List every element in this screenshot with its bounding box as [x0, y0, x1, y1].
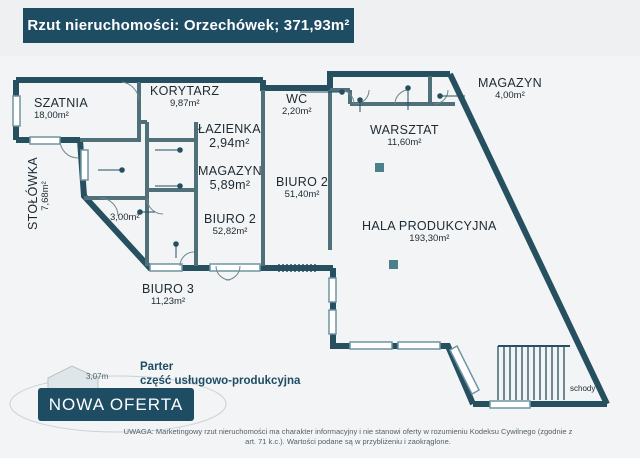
room-lazienka	[198, 122, 261, 150]
room-small	[110, 212, 140, 223]
caption-line-1: Parter	[140, 361, 174, 373]
room-stolowka	[26, 156, 51, 230]
room-name: WC	[286, 92, 308, 106]
caption-line-2: część usługowo-produkcyjna	[140, 375, 301, 387]
room-area: 18,00m²	[34, 110, 69, 121]
room-area: 3,00m²	[110, 212, 140, 223]
new-offer-badge: NOWA OFERTA	[38, 388, 194, 421]
room-warsztat	[370, 123, 439, 148]
room-area: 2,20m²	[282, 106, 312, 117]
room-name: HALA PRODUKCYJNA	[362, 219, 497, 233]
room-name: SZATNIA	[34, 96, 88, 110]
room-magazyn-small	[198, 164, 262, 192]
room-name: ŁAZIENKA	[198, 122, 261, 136]
room-name: STOŁÓWKA	[26, 156, 40, 230]
room-area: 9,87m²	[170, 98, 200, 109]
room-hala	[362, 219, 497, 244]
room-area: 51,40m²	[284, 189, 320, 200]
room-wc	[282, 92, 312, 117]
stairs	[498, 346, 570, 400]
room-name: WARSZTAT	[370, 123, 439, 137]
room-area: 5,89m²	[209, 178, 251, 192]
room-magazyn-top	[478, 76, 542, 101]
room-name: MAGAZYN	[198, 164, 262, 178]
room-biuro2-left	[204, 212, 256, 237]
room-area: 4,00m²	[495, 90, 525, 101]
room-korytarz	[150, 84, 219, 109]
exterior-walls	[16, 74, 607, 404]
room-area: 193,30m²	[409, 233, 450, 244]
page-title: Rzut nieruchomości: Orzechówek; 371,93m²	[23, 8, 354, 43]
room-name: BIURO 3	[142, 282, 195, 296]
room-name: MAGAZYN	[478, 76, 542, 90]
room-name: KORYTARZ	[150, 84, 220, 98]
room-area: 52,82m²	[212, 226, 248, 237]
room-biuro2-mid	[276, 175, 328, 200]
columns	[375, 163, 398, 269]
disclaimer: UWAGA: Marketingowy rzut nieruchomości ma charakter informacyjny i nie stanowi oferty w rozumieniu Kodeksu Cywilnego (zgodnie z art. 71 k.c.). Wartości podane są w przybliżeniu i zaokrąglone.	[123, 427, 573, 446]
room-szatnia	[34, 96, 88, 121]
room-area: 11,60m²	[387, 137, 422, 148]
room-area: 2,94m²	[209, 136, 250, 150]
room-name: BIURO 2	[204, 212, 257, 226]
room-biuro3	[142, 282, 194, 307]
stairs-label: schody	[570, 384, 596, 393]
room-area: 11,23m²	[150, 296, 186, 307]
room-area: 7,68m²	[40, 181, 51, 211]
height-label: 3,07m	[86, 372, 109, 381]
room-name: BIURO 2	[276, 175, 329, 189]
floor-caption	[140, 360, 300, 388]
